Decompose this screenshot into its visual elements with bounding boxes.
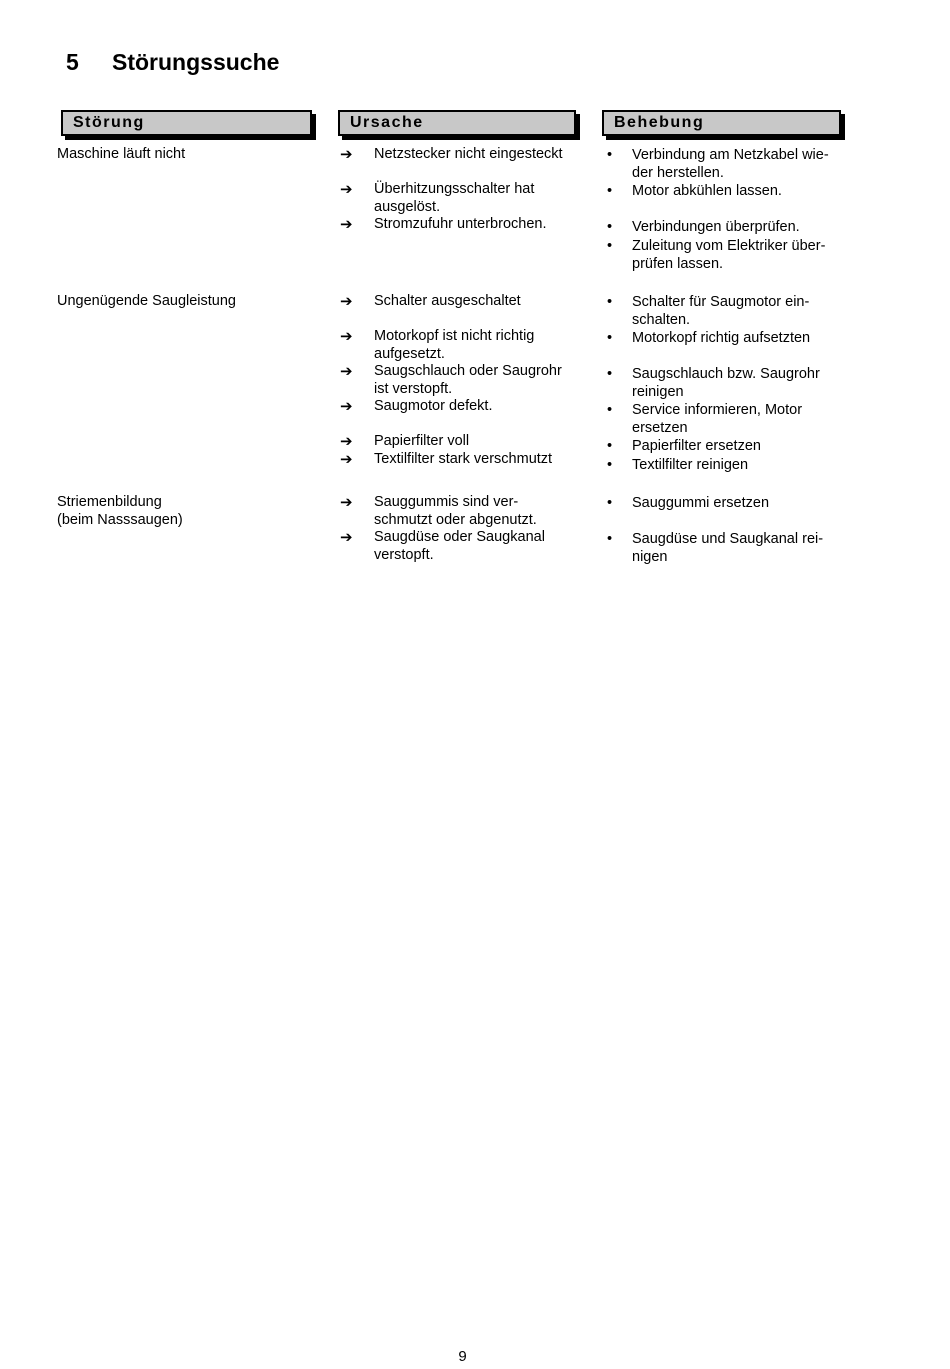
bullet-icon: • [607, 438, 613, 454]
cause-text: Überhitzungsschalter hat ausgelöst. [374, 181, 535, 215]
arrow-right-icon: ➔ [340, 328, 353, 345]
bullet-icon: • [607, 147, 613, 163]
problem-text: Ungenügende Saugleistung [57, 293, 236, 309]
cause-text: Textilfilter stark verschmutzt [374, 451, 553, 467]
remedy-text: Textilfilter reinigen [632, 457, 749, 473]
cause-text: Netzstecker nicht eingesteckt [374, 146, 563, 162]
arrow-right-icon: ➔ [340, 363, 353, 380]
arrow-right-icon: ➔ [340, 494, 353, 511]
cause-text: Stromzufuhr unterbrochen. [374, 216, 547, 232]
bullet-icon: • [607, 183, 613, 199]
bullet-icon: • [607, 294, 613, 310]
section-title: Störungssuche [112, 49, 280, 75]
arrow-right-icon: ➔ [340, 293, 353, 310]
remedy-text: Sauggummi ersetzen [632, 495, 770, 511]
section-heading [66, 46, 279, 78]
problem-text: Striemenbildung (beim Nasssaugen) [57, 494, 183, 528]
column-header-remedy: Behebung [602, 110, 841, 136]
bullet-icon: • [607, 457, 613, 473]
remedy-text: Service informieren, Motor ersetzen [632, 402, 803, 436]
bullet-icon: • [607, 402, 613, 418]
cause-text: Schalter ausgeschaltet [374, 293, 521, 309]
cause-text: Sauggummis sind ver- schmutzt oder abgenutzt. [374, 494, 537, 528]
arrow-right-icon: ➔ [340, 529, 353, 546]
bullet-icon: • [607, 238, 613, 254]
arrow-right-icon: ➔ [340, 181, 353, 198]
cause-text: Saugmotor defekt. [374, 398, 493, 414]
arrow-right-icon: ➔ [340, 398, 353, 415]
cause-text: Motorkopf ist nicht richtig aufgesetzt. [374, 328, 535, 362]
bullet-icon: • [607, 495, 613, 511]
bullet-icon: • [607, 531, 613, 547]
bullet-icon: • [607, 219, 613, 235]
arrow-right-icon: ➔ [340, 433, 353, 450]
arrow-right-icon: ➔ [340, 451, 353, 468]
remedy-text: Saugschlauch bzw. Saugrohr reinigen [632, 366, 820, 400]
remedy-text: Verbindungen überprüfen. [632, 219, 800, 235]
arrow-right-icon: ➔ [340, 216, 353, 233]
remedy-text: Motor abkühlen lassen. [632, 183, 782, 199]
remedy-text: Motorkopf richtig aufsetzten [632, 330, 811, 346]
arrow-right-icon: ➔ [340, 146, 353, 163]
problem-text: Maschine läuft nicht [57, 146, 186, 162]
cause-text: Papierfilter voll [374, 433, 470, 449]
section-number: 5 [66, 49, 79, 75]
cause-text: Saugdüse oder Saugkanal verstopft. [374, 529, 545, 563]
cause-text: Saugschlauch oder Saugrohr ist verstopft. [374, 363, 562, 397]
remedy-text: Papierfilter ersetzen [632, 438, 761, 454]
column-header-problem: Störung [61, 110, 312, 136]
page-number: 9 [458, 1348, 467, 1365]
bullet-icon: • [607, 366, 613, 382]
remedy-text: Verbindung am Netzkabel wie- der herstellen. [632, 147, 829, 181]
column-header-cause: Ursache [338, 110, 576, 136]
remedy-text: Saugdüse und Saugkanal rei- nigen [632, 531, 824, 565]
remedy-text: Schalter für Saugmotor ein- schalten. [632, 294, 810, 328]
remedy-text: Zuleitung vom Elektriker über- prüfen lassen. [632, 238, 826, 272]
bullet-icon: • [607, 330, 613, 346]
